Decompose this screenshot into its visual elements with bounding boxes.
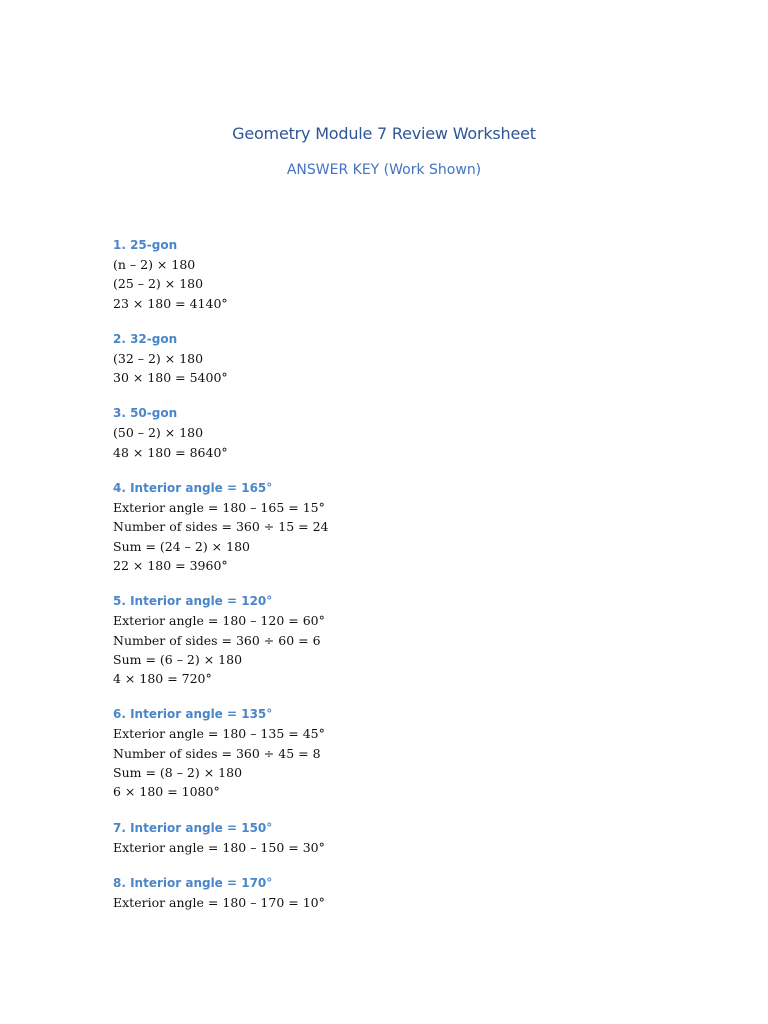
problem-8: [113, 874, 673, 912]
work-line: Sum = (24 – 2) × 180: [113, 538, 250, 554]
work-line: Exterior angle = 180 – 165 = 15°: [113, 500, 325, 516]
problem-heading: 1. 25-gon: [113, 238, 178, 252]
work-line: 6 × 180 = 1080°: [113, 784, 220, 800]
work-line: (32 – 2) × 180: [113, 350, 204, 366]
problem-heading: 8. Interior angle = 170°: [113, 875, 273, 890]
work-line: 48 × 180 = 8640°: [113, 444, 228, 460]
work-line: Exterior angle = 180 – 150 = 30°: [113, 839, 325, 855]
problem-heading: 3. 50-gon: [113, 406, 178, 421]
document-title: Geometry Module 7 Review Worksheet: [232, 124, 536, 143]
work-line: 4 × 180 = 720°: [113, 671, 212, 687]
work-line: Exterior angle = 180 – 170 = 10°: [113, 894, 325, 910]
work-line: Number of sides = 360 ÷ 60 = 6: [113, 632, 321, 648]
problem-1: [113, 236, 673, 313]
work-line: Number of sides = 360 ÷ 45 = 8: [113, 745, 321, 761]
problem-list: [113, 236, 673, 929]
problem-5: [113, 592, 673, 688]
document-subtitle: ANSWER KEY (Work Shown): [286, 162, 482, 178]
problem-2: [113, 330, 673, 388]
work-line: Exterior angle = 180 – 120 = 60°: [113, 613, 325, 629]
work-line: (50 – 2) × 180: [113, 425, 204, 441]
problem-heading: 4. Interior angle = 165°: [113, 481, 273, 496]
work-line: (n – 2) × 180: [113, 257, 196, 272]
work-line: Sum = (8 – 2) × 180: [113, 765, 243, 781]
problem-heading: 5. Interior angle = 120°: [113, 594, 273, 609]
work-line: 23 × 180 = 4140°: [113, 295, 228, 311]
work-line: Sum = (6 – 2) × 180: [113, 651, 243, 667]
problem-heading: 7. Interior angle = 150°: [113, 820, 273, 835]
work-line: Exterior angle = 180 – 135 = 45°: [113, 726, 325, 742]
problem-heading: 2. 32-gon: [113, 331, 178, 346]
work-line: Number of sides = 360 ÷ 15 = 24: [113, 519, 329, 535]
work-line: 22 × 180 = 3960°: [113, 557, 228, 573]
work-line: (25 – 2) × 180: [113, 276, 204, 292]
work-line: 30 × 180 = 5400°: [113, 370, 228, 386]
problem-heading: 6. Interior angle = 135°: [113, 707, 273, 722]
problem-3: [113, 404, 673, 462]
problem-7: [113, 819, 673, 857]
problem-6: [113, 705, 673, 801]
problem-4: [113, 479, 673, 575]
